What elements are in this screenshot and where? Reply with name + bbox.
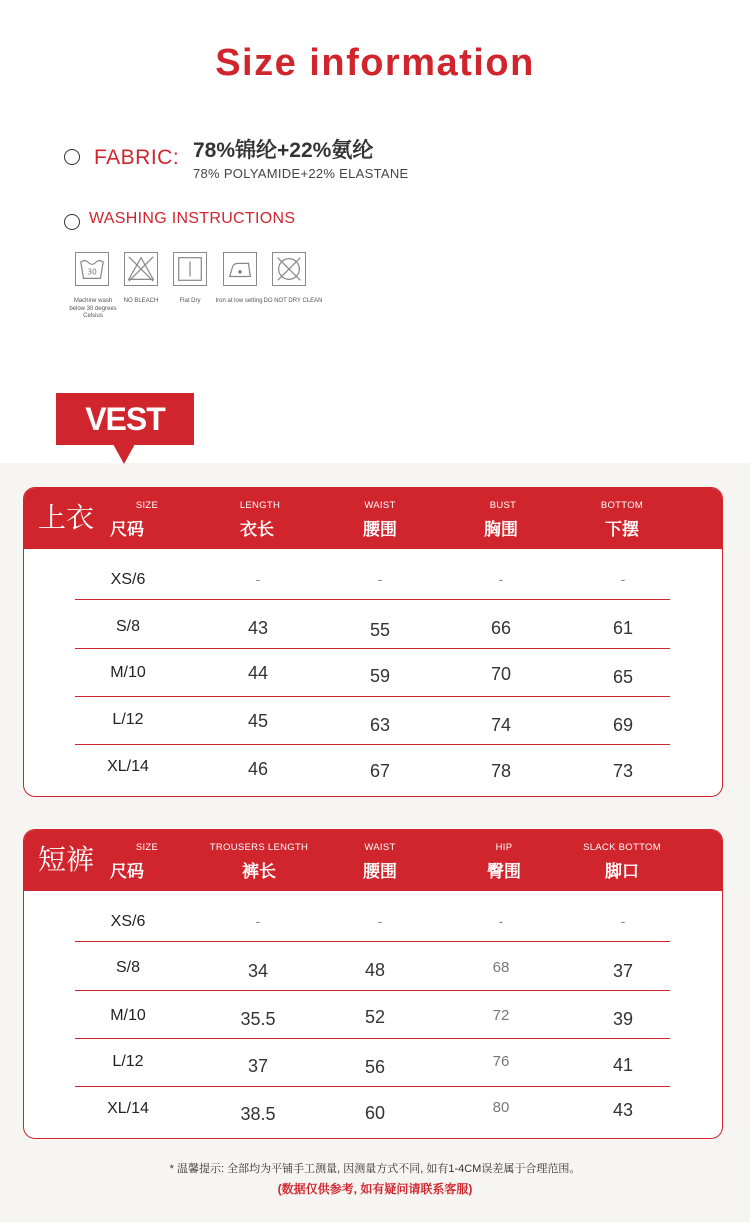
size-cell: XL/14 — [107, 1100, 149, 1117]
table-row — [75, 698, 670, 746]
size-cell: XS/6 — [110, 913, 146, 930]
column-header-en: SIZE — [135, 842, 159, 853]
table-row — [75, 944, 670, 992]
waist-cell: 55 — [369, 620, 391, 640]
table-header — [24, 488, 722, 549]
row-divider — [75, 1038, 670, 1039]
care-caption: Iron at low setting — [215, 298, 263, 304]
care-caption: Machine wash below 30 degrees Celsius — [69, 298, 117, 319]
fabric-label: FABRIC: — [94, 146, 180, 169]
trousers-length-cell: 34 — [247, 961, 269, 981]
row-divider — [75, 696, 670, 697]
trousers-length-cell: 35.5 — [240, 1009, 276, 1029]
waist-cell: - — [377, 913, 383, 929]
bottom-cell: 65 — [612, 667, 634, 687]
bottom-cell: 73 — [612, 761, 634, 781]
column-header-en: WAIST — [364, 500, 396, 511]
slack-bottom-cell: 39 — [612, 1009, 634, 1029]
length-cell: 45 — [247, 711, 269, 731]
trousers-length-cell: - — [255, 913, 261, 929]
category-title: 上衣 — [38, 502, 95, 533]
bust-cell: 70 — [490, 664, 512, 684]
table-row — [75, 897, 670, 945]
flat-dry-icon — [173, 252, 207, 286]
section-tag-pointer — [113, 444, 135, 464]
waist-cell: 60 — [364, 1103, 386, 1123]
care-caption: DO NOT DRY CLEAN — [263, 298, 323, 304]
size-cell: S/8 — [115, 959, 140, 976]
column-header-en: WAIST — [364, 842, 396, 853]
waist-cell: 52 — [364, 1007, 386, 1027]
row-divider — [75, 941, 670, 942]
length-cell: - — [255, 571, 261, 587]
table-row — [75, 991, 670, 1039]
trousers-length-cell: 38.5 — [240, 1104, 276, 1124]
length-cell: 46 — [247, 759, 269, 779]
tops-size-table — [23, 487, 723, 797]
bottom-cell: - — [620, 571, 626, 587]
slack-bottom-cell: 41 — [612, 1055, 634, 1075]
machine-wash-30-icon — [75, 252, 109, 286]
size-cell: S/8 — [115, 618, 140, 635]
column-header-en: LENGTH — [239, 500, 281, 511]
hip-cell: 72 — [492, 1007, 510, 1024]
column-header-cn: 胸围 — [484, 520, 518, 539]
column-header-en: HIP — [495, 842, 513, 853]
bust-cell: - — [498, 571, 504, 587]
column-header-cn: 臀围 — [487, 862, 521, 881]
length-cell: 44 — [247, 663, 269, 683]
size-cell: L/12 — [112, 1053, 144, 1070]
table-row — [75, 649, 670, 697]
section-tag: VEST — [56, 393, 194, 445]
table-row — [75, 746, 670, 794]
row-divider — [75, 1086, 670, 1087]
column-header-cn: 尺码 — [110, 520, 144, 539]
hip-cell: - — [498, 913, 504, 929]
size-cell: XS/6 — [110, 571, 146, 588]
size-cell: XL/14 — [107, 758, 149, 775]
fabric-composition-cn: 78%锦纶+22%氨纶 — [193, 139, 374, 162]
row-divider — [75, 599, 670, 600]
iron-low-icon — [223, 252, 257, 286]
length-cell: 43 — [247, 618, 269, 638]
washing-radio-icon — [64, 214, 80, 230]
size-cell: L/12 — [112, 711, 144, 728]
column-header-cn: 裤长 — [242, 862, 276, 881]
shorts-size-table — [23, 829, 723, 1139]
page-title: Size information — [215, 42, 535, 84]
table-row — [75, 602, 670, 650]
washing-instructions-label: WASHING INSTRUCTIONS — [89, 210, 296, 227]
column-header-en: SLACK BOTTOM — [583, 842, 661, 853]
fabric-radio-icon — [64, 149, 80, 165]
column-header-cn: 脚口 — [605, 862, 639, 881]
slack-bottom-cell: - — [620, 913, 626, 929]
column-header-cn: 腰围 — [363, 862, 397, 881]
column-header-cn: 下摆 — [605, 520, 639, 539]
column-header-en: BUST — [489, 500, 517, 511]
column-header-en: BOTTOM — [600, 500, 644, 511]
column-header-en: SIZE — [135, 500, 159, 511]
trousers-length-cell: 37 — [247, 1056, 269, 1076]
column-header-en: TROUSERS LENGTH — [209, 842, 309, 853]
hip-cell: 68 — [492, 959, 510, 976]
column-header-cn: 衣长 — [240, 520, 274, 539]
table-header — [24, 830, 722, 891]
bust-cell: 74 — [490, 715, 512, 735]
no-bleach-icon — [124, 252, 158, 286]
care-caption: NO BLEACH — [123, 298, 159, 304]
hip-cell: 76 — [492, 1053, 510, 1070]
category-title: 短裤 — [38, 844, 95, 875]
column-header-cn: 腰围 — [363, 520, 397, 539]
measurement-note: * 温馨提示: 全部均为平铺手工测量, 因测量方式不同, 如有1-4CM误差属于合理范围。 — [169, 1163, 581, 1175]
waist-cell: 59 — [369, 666, 391, 686]
row-divider — [75, 744, 670, 745]
bust-cell: 66 — [490, 618, 512, 638]
table-row — [75, 1040, 670, 1088]
waist-cell: 48 — [364, 960, 386, 980]
waist-cell: 63 — [369, 715, 391, 735]
reference-note: (数据仅供参考, 如有疑问请联系客服) — [277, 1182, 473, 1196]
waist-cell: 56 — [364, 1057, 386, 1077]
size-cell: M/10 — [110, 664, 146, 681]
bottom-cell: 69 — [612, 715, 634, 735]
size-cell: M/10 — [110, 1007, 146, 1024]
slack-bottom-cell: 37 — [612, 961, 634, 981]
waist-cell: 67 — [369, 761, 391, 781]
waist-cell: - — [377, 571, 383, 587]
fabric-composition-en: 78% POLYAMIDE+22% ELASTANE — [193, 166, 409, 181]
table-row — [75, 555, 670, 603]
wash-temperature-number: 30 — [87, 267, 97, 277]
table-row — [75, 1088, 670, 1136]
hip-cell: 80 — [492, 1099, 510, 1116]
bust-cell: 78 — [490, 761, 512, 781]
slack-bottom-cell: 43 — [612, 1100, 634, 1120]
no-dry-clean-icon — [272, 252, 306, 286]
bottom-cell: 61 — [612, 618, 634, 638]
column-header-cn: 尺码 — [110, 862, 144, 881]
care-caption: Flat Dry — [179, 298, 201, 304]
